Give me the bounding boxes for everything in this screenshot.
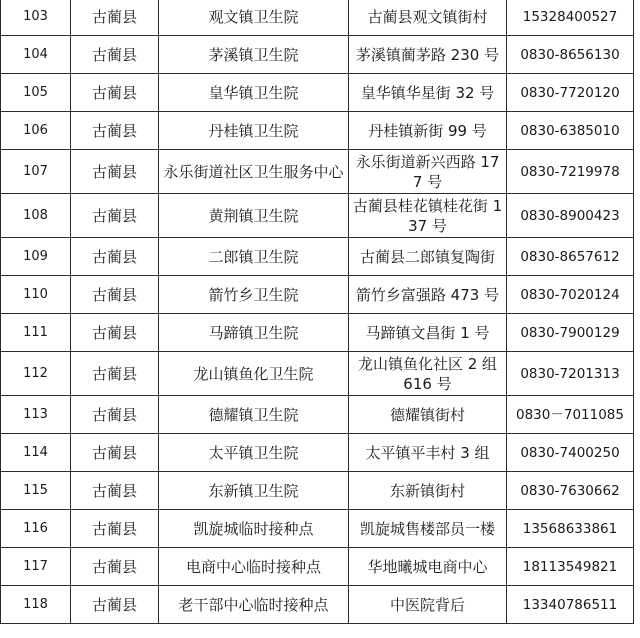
address-cell: 龙山镇鱼化社区 2 组 616 号 <box>349 352 507 396</box>
county-cell: 古蔺县 <box>71 74 159 112</box>
table-row <box>1 586 634 624</box>
phone-cell: 0830-7201313 <box>507 352 634 396</box>
site-name-cell: 马蹄镇卫生院 <box>159 314 349 352</box>
row-number: 115 <box>1 472 71 510</box>
phone-cell: 0830-7720120 <box>507 74 634 112</box>
county-cell: 古蔺县 <box>71 352 159 396</box>
row-number: 105 <box>1 74 71 112</box>
phone-cell: 0830-8656130 <box>507 36 634 74</box>
site-name-cell: 电商中心临时接种点 <box>159 548 349 586</box>
county-cell: 古蔺县 <box>71 586 159 624</box>
row-number: 107 <box>1 150 71 194</box>
site-name-cell: 二郎镇卫生院 <box>159 238 349 276</box>
county-cell: 古蔺县 <box>71 150 159 194</box>
table-row <box>1 510 634 548</box>
row-number: 118 <box>1 586 71 624</box>
table-row <box>1 112 634 150</box>
table-row <box>1 548 634 586</box>
row-number: 110 <box>1 276 71 314</box>
row-number: 103 <box>1 0 71 36</box>
county-cell: 古蔺县 <box>71 434 159 472</box>
table-row <box>1 36 634 74</box>
phone-cell: 15328400527 <box>507 0 634 36</box>
phone-cell: 0830-7400250 <box>507 434 634 472</box>
address-cell: 皇华镇华星街 32 号 <box>349 74 507 112</box>
row-number: 116 <box>1 510 71 548</box>
table-row <box>1 74 634 112</box>
site-name-cell: 东新镇卫生院 <box>159 472 349 510</box>
site-name-cell: 德耀镇卫生院 <box>159 396 349 434</box>
site-name-cell: 皇华镇卫生院 <box>159 74 349 112</box>
address-cell: 古蔺县桂花镇桂花街 137 号 <box>349 194 507 238</box>
site-name-cell: 太平镇卫生院 <box>159 434 349 472</box>
row-number: 106 <box>1 112 71 150</box>
address-cell: 太平镇平丰村 3 组 <box>349 434 507 472</box>
table-row <box>1 0 634 36</box>
address-cell: 中医院背后 <box>349 586 507 624</box>
row-number: 114 <box>1 434 71 472</box>
site-name-cell: 龙山镇鱼化卫生院 <box>159 352 349 396</box>
phone-cell: 0830-7630662 <box>507 472 634 510</box>
phone-cell: 18113549821 <box>507 548 634 586</box>
address-cell: 马蹄镇文昌街 1 号 <box>349 314 507 352</box>
row-number: 109 <box>1 238 71 276</box>
phone-cell: 0830-6385010 <box>507 112 634 150</box>
county-cell: 古蔺县 <box>71 396 159 434</box>
row-number: 112 <box>1 352 71 396</box>
table-row <box>1 434 634 472</box>
phone-cell: 13568633861 <box>507 510 634 548</box>
phone-cell: 0830-7900129 <box>507 314 634 352</box>
address-cell: 凯旋城售楼部员一楼 <box>349 510 507 548</box>
table-row <box>1 396 634 434</box>
phone-cell: 0830-8900423 <box>507 194 634 238</box>
county-cell: 古蔺县 <box>71 548 159 586</box>
table-row <box>1 352 634 396</box>
phone-cell: 0830－7011085 <box>507 396 634 434</box>
site-name-cell: 箭竹乡卫生院 <box>159 276 349 314</box>
county-cell: 古蔺县 <box>71 0 159 36</box>
row-number: 113 <box>1 396 71 434</box>
county-cell: 古蔺县 <box>71 36 159 74</box>
address-cell: 古蔺县二郎镇复陶街 <box>349 238 507 276</box>
address-cell: 茅溪镇蔺茅路 230 号 <box>349 36 507 74</box>
county-cell: 古蔺县 <box>71 238 159 276</box>
county-cell: 古蔺县 <box>71 276 159 314</box>
address-cell: 箭竹乡富强路 473 号 <box>349 276 507 314</box>
address-cell: 永乐街道新兴西路 177 号 <box>349 150 507 194</box>
site-name-cell: 永乐街道社区卫生服务中心 <box>159 150 349 194</box>
table-row <box>1 314 634 352</box>
phone-cell: 0830-7020124 <box>507 276 634 314</box>
site-name-cell: 茅溪镇卫生院 <box>159 36 349 74</box>
site-name-cell: 黄荆镇卫生院 <box>159 194 349 238</box>
row-number: 111 <box>1 314 71 352</box>
site-name-cell: 凯旋城临时接种点 <box>159 510 349 548</box>
table-row <box>1 276 634 314</box>
phone-cell: 0830-8657612 <box>507 238 634 276</box>
site-name-cell: 观文镇卫生院 <box>159 0 349 36</box>
table-row <box>1 194 634 238</box>
phone-cell: 0830-7219978 <box>507 150 634 194</box>
row-number: 108 <box>1 194 71 238</box>
table-row <box>1 472 634 510</box>
site-name-cell: 丹桂镇卫生院 <box>159 112 349 150</box>
site-name-cell: 老干部中心临时接种点 <box>159 586 349 624</box>
table-row <box>1 150 634 194</box>
table-row <box>1 238 634 276</box>
address-cell: 古蔺县观文镇街村 <box>349 0 507 36</box>
county-cell: 古蔺县 <box>71 112 159 150</box>
row-number: 117 <box>1 548 71 586</box>
address-cell: 丹桂镇新街 99 号 <box>349 112 507 150</box>
address-cell: 德耀镇街村 <box>349 396 507 434</box>
phone-cell: 13340786511 <box>507 586 634 624</box>
address-cell: 华地曦城电商中心 <box>349 548 507 586</box>
county-cell: 古蔺县 <box>71 472 159 510</box>
address-cell: 东新镇街村 <box>349 472 507 510</box>
row-number: 104 <box>1 36 71 74</box>
county-cell: 古蔺县 <box>71 510 159 548</box>
county-cell: 古蔺县 <box>71 314 159 352</box>
county-cell: 古蔺县 <box>71 194 159 238</box>
